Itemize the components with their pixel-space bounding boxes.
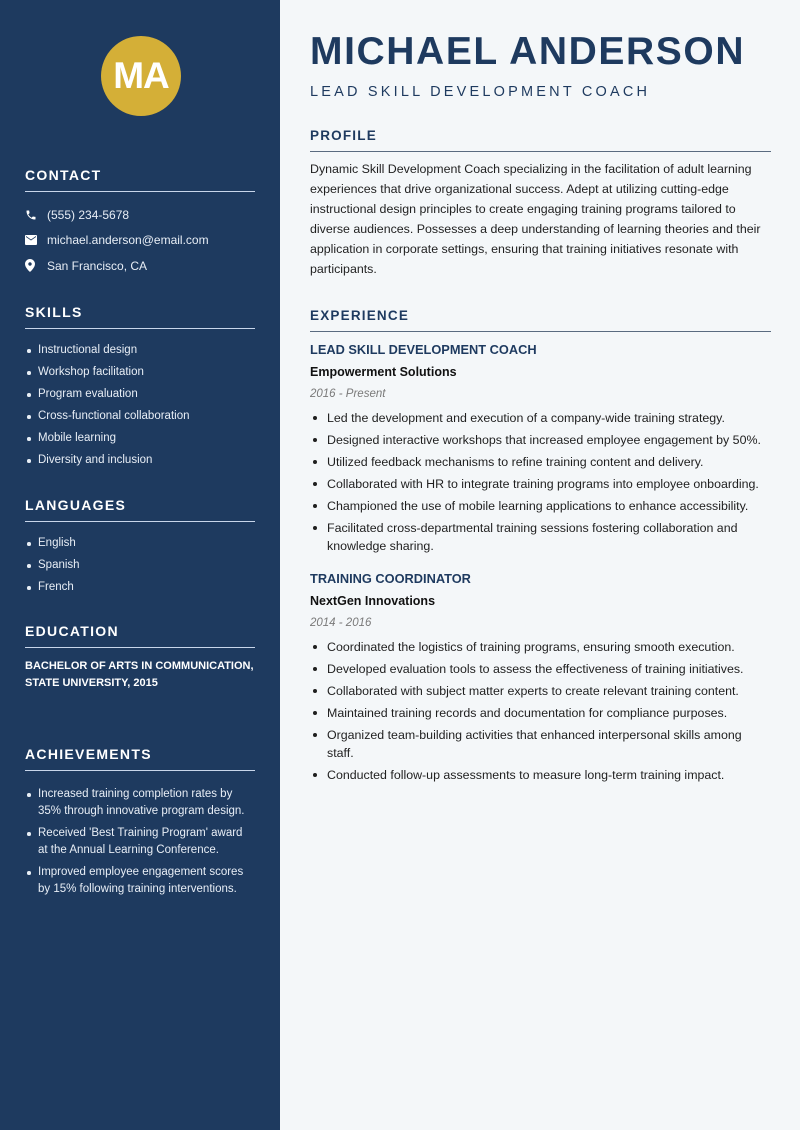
contact-location (25, 253, 255, 279)
achievement-item: Improved employee engagement scores by 15% following training interventions. (25, 864, 255, 898)
education-section (25, 623, 255, 692)
language-item: English (25, 535, 255, 552)
languages-list (25, 535, 255, 596)
avatar-initials: MA (101, 36, 181, 116)
phone-icon (25, 209, 47, 221)
languages-section (25, 497, 255, 601)
job-bullets (310, 409, 771, 555)
job-bullet: Facilitated cross-departmental training sessions fostering collaboration and knowledge sharing. (310, 519, 771, 555)
job-dates: 2014 - 2016 (310, 617, 372, 629)
candidate-headline: LEAD SKILL DEVELOPMENT COACH (310, 84, 651, 100)
job-company: NextGen Innovations (310, 594, 436, 608)
job-bullets (310, 638, 771, 784)
job-entry (310, 340, 771, 555)
contact-email (25, 228, 255, 254)
contact-location-text: San Francisco, CA (47, 258, 148, 273)
job-bullet: Coordinated the logistics of training programs, ensuring smooth execution. (310, 638, 771, 656)
job-bullet: Developed evaluation tools to assess the effectiveness of training initiatives. (310, 660, 771, 678)
language-item: Spanish (25, 557, 255, 574)
job-title: TRAINING COORDINATOR (310, 571, 471, 586)
job-bullet: Maintained training records and documentation for compliance purposes. (310, 704, 771, 722)
skills-list (25, 342, 255, 469)
email-icon (25, 235, 47, 245)
experience-section (310, 308, 771, 798)
experience-heading: EXPERIENCE (310, 308, 771, 332)
achievements-heading: ACHIEVEMENTS (25, 746, 255, 771)
job-bullet: Conducted follow-up assessments to measure long-term training impact. (310, 766, 771, 784)
languages-heading: LANGUAGES (25, 497, 255, 522)
job-bullet: Championed the use of mobile learning applications to enhance accessibility. (310, 497, 771, 515)
language-item: French (25, 579, 255, 596)
skills-section (25, 304, 255, 474)
achievement-item: Increased training completion rates by 35% through innovative program design. (25, 786, 255, 820)
job-bullet: Collaborated with HR to integrate training programs into employee onboarding. (310, 475, 771, 493)
contact-phone-text[interactable]: (555) 234-5678 (47, 207, 130, 222)
job-bullet: Designed interactive workshops that increased employee engagement by 50%. (310, 431, 771, 449)
profile-heading: PROFILE (310, 128, 771, 152)
profile-section (310, 128, 771, 279)
job-bullet: Led the development and execution of a company-wide training strategy. (310, 409, 771, 427)
skill-item: Instructional design (25, 342, 255, 359)
education-heading: EDUCATION (25, 623, 255, 648)
contact-heading: CONTACT (25, 167, 255, 192)
skill-item: Cross-functional collaboration (25, 408, 255, 425)
skill-item: Program evaluation (25, 386, 255, 403)
job-company: Empowerment Solutions (310, 365, 457, 379)
job-bullet: Utilized feedback mechanisms to refine training content and delivery. (310, 453, 771, 471)
profile-summary: Dynamic Skill Development Coach specializing in the facilitation of adult learning experiences that drive organizational success. Adept at utilizing cutting-edge instructional design principles to create engaging training programs tailored to diverse audiences. Possesses a deep understanding of learning theories and their application in corporate settings, ensuring that training initiatives resonate with participants. (310, 162, 761, 276)
skill-item: Mobile learning (25, 430, 255, 447)
contact-email-text[interactable]: michael.anderson@email.com (47, 233, 209, 248)
achievement-item: Received 'Best Training Program' award at the Annual Learning Conference. (25, 825, 255, 859)
sidebar (0, 0, 280, 1130)
job-title: LEAD SKILL DEVELOPMENT COACH (310, 342, 537, 357)
education-degree: BACHELOR OF ARTS IN COMMUNICATION, STATE UNIVERSITY, 2015 (25, 660, 254, 689)
candidate-name: MICHAEL ANDERSON (310, 30, 746, 73)
job-bullet: Collaborated with subject matter experts to create relevant training content. (310, 682, 771, 700)
contact-section (25, 167, 255, 279)
skill-item: Workshop facilitation (25, 364, 255, 381)
contact-phone (25, 202, 255, 228)
skills-heading: SKILLS (25, 304, 255, 329)
achievements-list (25, 786, 255, 898)
job-dates: 2016 - Present (310, 388, 386, 400)
achievements-section (25, 746, 255, 903)
job-entry (310, 569, 771, 784)
skill-item: Diversity and inclusion (25, 452, 255, 469)
job-bullet: Organized team-building activities that enhanced interpersonal skills among staff. (310, 726, 771, 762)
location-pin-icon (25, 259, 47, 272)
